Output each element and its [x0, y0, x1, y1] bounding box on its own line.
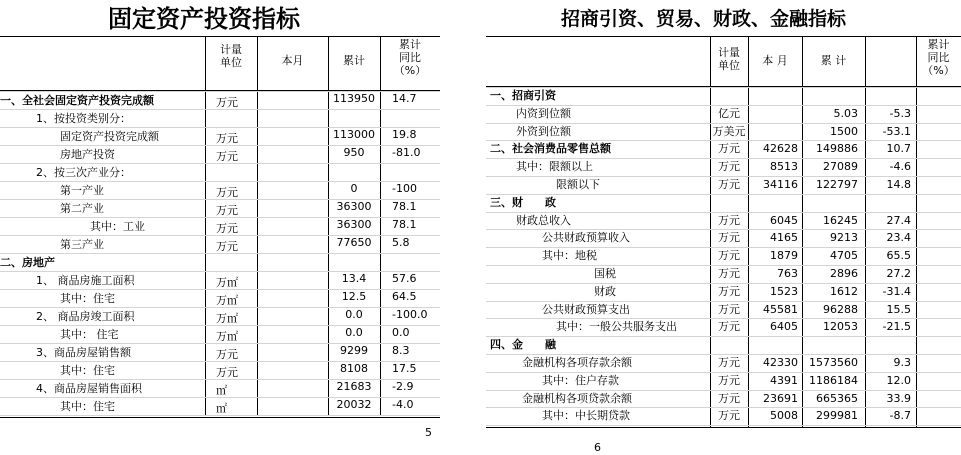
row-unit: 万㎡: [216, 312, 238, 325]
row-gridline: [486, 425, 961, 426]
row-gridline: [486, 336, 961, 337]
row-unit: 万元: [216, 222, 238, 235]
header-unit: 计量 单位: [220, 43, 242, 69]
row-yoy: -81.0: [392, 146, 421, 159]
table-bottom-line: [486, 427, 961, 428]
row-cumulative: 950: [343, 146, 365, 159]
row-month: 8513: [770, 160, 798, 173]
row-cumulative: 36300: [336, 218, 372, 231]
column-line: [916, 36, 917, 427]
row-cumulative: 1612: [830, 285, 858, 298]
row-label: 公共财政预算收入: [542, 231, 630, 244]
row-cumulative: 2896: [830, 267, 858, 280]
row-label: 2、 商品房竣工面积: [36, 310, 135, 323]
row-unit: 万元: [718, 142, 740, 155]
row-label: 公共财政预算支出: [542, 303, 630, 316]
row-unit: 万㎡: [216, 294, 238, 307]
left-title: 固定资产投资指标: [108, 4, 300, 33]
row-label: 其中：地税: [542, 249, 597, 262]
row-cumulative: 0.0: [345, 308, 363, 321]
row-cumulative: 12053: [823, 320, 858, 333]
row-label: 2、按三次产业分：: [36, 166, 131, 179]
row-unit: ㎡: [216, 384, 227, 397]
row-month: 23691: [763, 392, 798, 405]
row-cumulative: 20032: [336, 398, 372, 411]
row-label: 固定资产投资完成额: [60, 130, 159, 143]
right-page-number: 6: [594, 441, 601, 454]
row-gridline: [486, 194, 961, 195]
row-cumulative: 113000: [333, 128, 375, 141]
row-cumulative: 21683: [336, 380, 372, 393]
row-unit: 万元: [718, 409, 740, 422]
row-yoy: 65.5: [886, 249, 911, 262]
row-month: 6405: [770, 320, 798, 333]
row-label: 第一产业: [60, 184, 104, 197]
row-yoy: 78.1: [392, 218, 417, 231]
row-label: 其中：住宅: [60, 292, 115, 305]
row-cumulative: 0: [350, 182, 358, 195]
row-unit: 万元: [718, 320, 740, 333]
row-label: 一、招商引资: [490, 89, 556, 102]
row-unit: 万元: [718, 249, 740, 262]
row-label: 财政: [594, 285, 616, 298]
header-yoy: 累计 同比 （%）: [922, 38, 955, 77]
row-label: 其中：一般公共服务支出: [556, 320, 677, 333]
row-yoy: 5.8: [392, 236, 410, 249]
row-label: 三、财 政: [490, 196, 556, 209]
row-label: 二、房地产: [0, 256, 55, 269]
row-label: 四、金 融: [490, 338, 556, 351]
row-month: 763: [777, 267, 798, 280]
row-label: 3、商品房屋销售额: [36, 346, 131, 359]
row-label: 限额以下: [556, 178, 600, 191]
row-label: 1、 商品房施工面积: [36, 274, 135, 287]
row-yoy: 23.4: [886, 231, 911, 244]
row-yoy: 14.7: [392, 92, 417, 105]
header-top-line: [486, 36, 961, 37]
row-cumulative: 5.03: [833, 107, 858, 120]
row-yoy: -8.7: [889, 409, 911, 422]
row-yoy: 8.3: [392, 344, 410, 357]
row-label: 其中：工业: [90, 220, 145, 233]
row-unit: 万元: [216, 132, 238, 145]
row-label: 第三产业: [60, 238, 104, 251]
row-yoy: 9.3: [893, 356, 911, 369]
row-cumulative: 77650: [336, 236, 372, 249]
row-yoy: -4.0: [392, 398, 414, 411]
row-label: 房地产投资: [60, 148, 115, 161]
row-yoy: 17.5: [392, 362, 417, 375]
row-cumulative: 13.4: [341, 272, 367, 285]
row-cumulative: 1186184: [809, 374, 858, 387]
row-unit: 万元: [216, 204, 238, 217]
row-yoy: 14.8: [886, 178, 911, 191]
row-unit: 万美元: [712, 125, 746, 138]
row-yoy: -5.3: [889, 107, 911, 120]
header-cumulative: 累 计: [820, 54, 847, 67]
row-unit: 万元: [718, 303, 740, 316]
row-unit: ㎡: [216, 402, 227, 415]
row-month: 1879: [770, 249, 798, 262]
row-unit: 万元: [718, 178, 740, 191]
row-month: 1523: [770, 285, 798, 298]
row-yoy: -21.5: [882, 320, 911, 333]
row-yoy: -31.4: [882, 285, 911, 298]
row-cumulative: 9299: [340, 344, 368, 357]
header-top-line: [0, 36, 440, 37]
row-unit: 万元: [718, 160, 740, 173]
header-cumulative: 累计: [343, 54, 365, 67]
row-cumulative: 4705: [830, 249, 858, 262]
row-month: 4391: [770, 374, 798, 387]
row-yoy: -53.1: [882, 125, 911, 138]
row-cumulative: 36300: [336, 200, 372, 213]
row-unit: 万元: [216, 150, 238, 163]
row-month: 42330: [763, 356, 798, 369]
row-unit: 万元: [216, 348, 238, 361]
header-month: 本月: [281, 54, 304, 67]
row-label: 其中： 住宅: [60, 328, 119, 341]
row-yoy: -2.9: [392, 380, 414, 393]
row-cumulative: 299981: [816, 409, 858, 422]
row-cumulative: 12.5: [341, 290, 367, 303]
row-label: 其中：限额以上: [516, 160, 593, 173]
row-month: 5008: [770, 409, 798, 422]
row-yoy: 33.9: [886, 392, 911, 405]
row-label: 二、社会消费品零售总额: [490, 142, 611, 155]
row-cumulative: 113950: [333, 92, 375, 105]
row-yoy: 57.6: [392, 272, 417, 285]
row-yoy: 64.5: [392, 290, 417, 303]
row-label: 其中：中长期贷款: [542, 409, 630, 422]
row-label: 其中：住宅: [60, 364, 115, 377]
row-cumulative: 149886: [816, 142, 858, 155]
row-yoy: 0.0: [392, 326, 410, 339]
header-yoy: 累计 同比 （%）: [393, 38, 427, 77]
row-label: 其中：住宅: [60, 400, 115, 413]
row-yoy: 78.1: [392, 200, 417, 213]
row-label: 其中：住户存款: [542, 374, 619, 387]
left-page-number: 5: [425, 426, 432, 439]
row-label: 金融机构各项存款余额: [522, 356, 632, 369]
row-gridline: [486, 87, 961, 88]
row-label: 4、商品房屋销售面积: [36, 382, 142, 395]
row-label: 内资到位额: [516, 107, 571, 120]
row-unit: 万元: [216, 186, 238, 199]
row-cumulative: 9213: [830, 231, 858, 244]
row-unit: 万元: [718, 356, 740, 369]
row-yoy: -4.6: [889, 160, 911, 173]
header-unit: 计量 单位: [718, 46, 740, 72]
row-yoy: 27.4: [886, 214, 911, 227]
row-month: 45581: [763, 303, 798, 316]
row-label: 国税: [594, 267, 616, 280]
row-month: 34116: [763, 178, 798, 191]
row-cumulative: 27089: [823, 160, 858, 173]
row-unit: 万元: [718, 392, 740, 405]
row-label: 金融机构各项贷款余额: [522, 392, 632, 405]
row-unit: 万元: [718, 267, 740, 280]
table-bottom-line: [0, 417, 440, 418]
row-label: 一、全社会固定资产投资完成额: [0, 94, 154, 107]
row-unit: 万元: [216, 96, 238, 109]
column-line: [257, 36, 258, 416]
row-label: 外资到位额: [516, 125, 571, 138]
row-label: 1、按投资类别分：: [36, 112, 131, 125]
left-sheet: [0, 0, 440, 455]
right-title: 招商引资、贸易、财政、金融指标: [561, 8, 847, 30]
row-label: 财政总收入: [516, 214, 571, 227]
row-month: 42628: [763, 142, 798, 155]
row-cumulative: 96288: [823, 303, 858, 316]
row-cumulative: 16245: [823, 214, 858, 227]
row-cumulative: 1500: [830, 125, 858, 138]
row-unit: 万㎡: [216, 330, 238, 343]
row-yoy: 19.8: [392, 128, 417, 141]
row-unit: 万元: [718, 374, 740, 387]
row-unit: 万元: [718, 285, 740, 298]
row-unit: 万元: [216, 240, 238, 253]
row-cumulative: 8108: [340, 362, 368, 375]
row-unit: 万元: [718, 231, 740, 244]
header-month: 本 月: [762, 54, 788, 67]
row-unit: 万元: [718, 214, 740, 227]
row-yoy: -100: [392, 182, 417, 195]
row-month: 6045: [770, 214, 798, 227]
row-label: 第二产业: [60, 202, 104, 215]
row-cumulative: 122797: [816, 178, 858, 191]
row-cumulative: 665365: [816, 392, 858, 405]
row-yoy: 27.2: [886, 267, 911, 280]
row-yoy: 10.7: [886, 142, 911, 155]
row-yoy: 15.5: [886, 303, 911, 316]
row-yoy: 12.0: [886, 374, 911, 387]
right-sheet: [486, 0, 961, 455]
column-line: [380, 36, 381, 416]
column-line: [205, 36, 206, 416]
row-yoy: -100.0: [392, 308, 428, 321]
row-unit: 万㎡: [216, 276, 238, 289]
row-unit: 万元: [216, 366, 238, 379]
row-month: 4165: [770, 231, 798, 244]
row-cumulative: 1573560: [809, 356, 858, 369]
row-unit: 亿元: [718, 107, 740, 120]
row-cumulative: 0.0: [345, 326, 363, 339]
